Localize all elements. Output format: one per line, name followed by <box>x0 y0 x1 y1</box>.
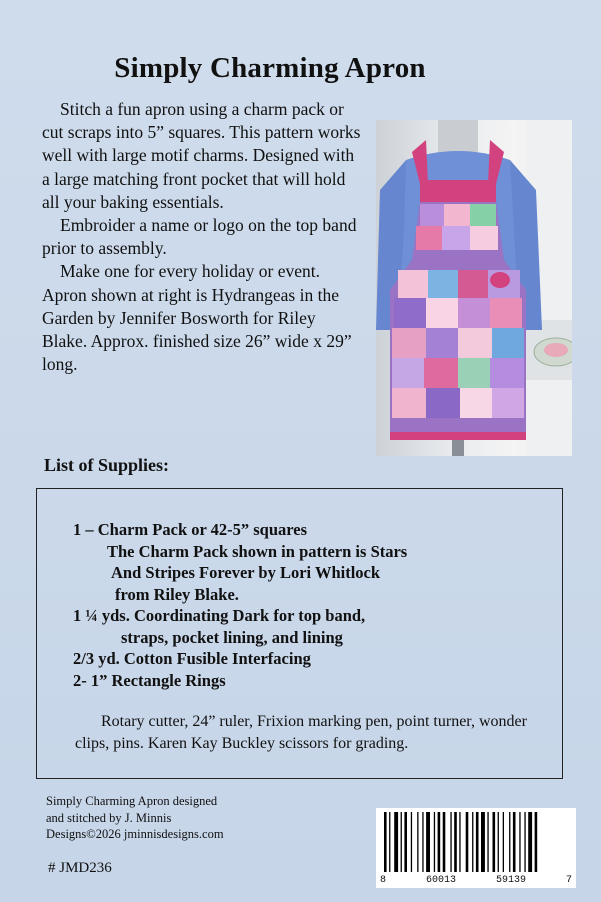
barcode-bar <box>459 812 460 872</box>
tools-text <box>75 711 545 754</box>
barcode-bar <box>476 812 479 872</box>
barcode-bar <box>524 812 525 872</box>
barcode-bar <box>513 812 516 872</box>
barcode-digit-group: 8 <box>380 875 387 886</box>
barcode-bars <box>376 808 576 874</box>
barcode-bar <box>487 812 488 872</box>
barcode-bar <box>389 812 390 872</box>
barcode-bar <box>509 812 510 872</box>
barcode-bar <box>417 812 418 872</box>
barcode-bar <box>411 812 412 872</box>
credit-line: and stitched by J. Minnis <box>46 810 172 825</box>
barcode-bar <box>498 812 499 872</box>
supply-line: 2/3 yd. Cotton Fusible Interfacing <box>73 649 311 668</box>
barcode-bar <box>466 812 469 872</box>
barcode-bar <box>472 812 473 872</box>
barcode-bar <box>394 812 398 872</box>
tools-paragraph: Rotary cutter, 24” ruler, Frixion marking pen, point turner, wonder clips, pins. Karen Kay Buckley scissors for grading. <box>75 713 527 752</box>
barcode-bar <box>481 812 485 872</box>
supply-line: 1 – Charm Pack or 42-5” squares <box>73 520 308 539</box>
supply-line: 2- 1” Rectangle Rings <box>73 670 226 690</box>
intro-paragraph-2: Embroider a name or logo on the top band prior to assembly. <box>42 215 357 259</box>
intro-text <box>42 98 362 376</box>
barcode-bar <box>434 812 435 872</box>
supplies-list <box>73 519 543 691</box>
barcode-bar <box>493 812 496 872</box>
barcode-bar <box>528 812 532 872</box>
barcode-bar <box>519 812 520 872</box>
barcode-bar <box>426 812 430 872</box>
credit-line: Designs©2026 jminnisdesigns.com <box>46 827 224 841</box>
page-title: Simply Charming Apron <box>114 52 426 84</box>
barcode-bar <box>422 812 423 872</box>
apron-illustration <box>376 120 572 456</box>
intro-paragraph-3: Make one for every holiday or event. Apron shown at right is Hydrangeas in the Garden by Jennifer Bosworth for Riley Blake. Approx. finished size 26” wide x 29” long. <box>42 261 352 375</box>
barcode-bar <box>401 812 402 872</box>
supplies-heading: List of Supplies: <box>44 455 170 475</box>
supply-line: straps, pocket lining, and lining <box>121 627 343 647</box>
apron-photo <box>376 120 572 456</box>
supply-line: 1 ¼ yds. Coordinating Dark for top band, <box>73 606 366 625</box>
credit-line: Simply Charming Apron designed <box>46 794 218 808</box>
designer-credit <box>46 793 306 843</box>
supply-line: And Stripes Forever by Lori Whitlock <box>111 563 381 582</box>
barcode-digit-group: 60013 <box>425 875 456 886</box>
barcode-bar <box>438 812 441 872</box>
barcode-digits <box>376 875 576 886</box>
supplies-box <box>36 488 563 779</box>
barcode-bar <box>454 812 457 872</box>
barcode-bar <box>384 812 387 872</box>
barcode-bar <box>404 812 407 872</box>
pattern-number: # JMD236 <box>48 860 112 876</box>
supply-line: from Riley Blake. <box>115 584 239 604</box>
barcode <box>376 808 576 888</box>
intro-paragraph-1: Stitch a fun apron using a charm pack or cut scraps into 5” squares. This pattern works well with large motif charms. Designed with a large matching front pocket that will hold all your baking essentials. <box>42 99 361 212</box>
barcode-bar <box>443 812 446 872</box>
barcode-digit-group: 59139 <box>495 875 526 886</box>
barcode-bar <box>450 812 451 872</box>
barcode-bar <box>535 812 538 872</box>
barcode-digit-group: 7 <box>565 875 572 886</box>
supply-line: The Charm Pack shown in pattern is Stars <box>107 541 408 561</box>
barcode-bar <box>503 812 504 872</box>
